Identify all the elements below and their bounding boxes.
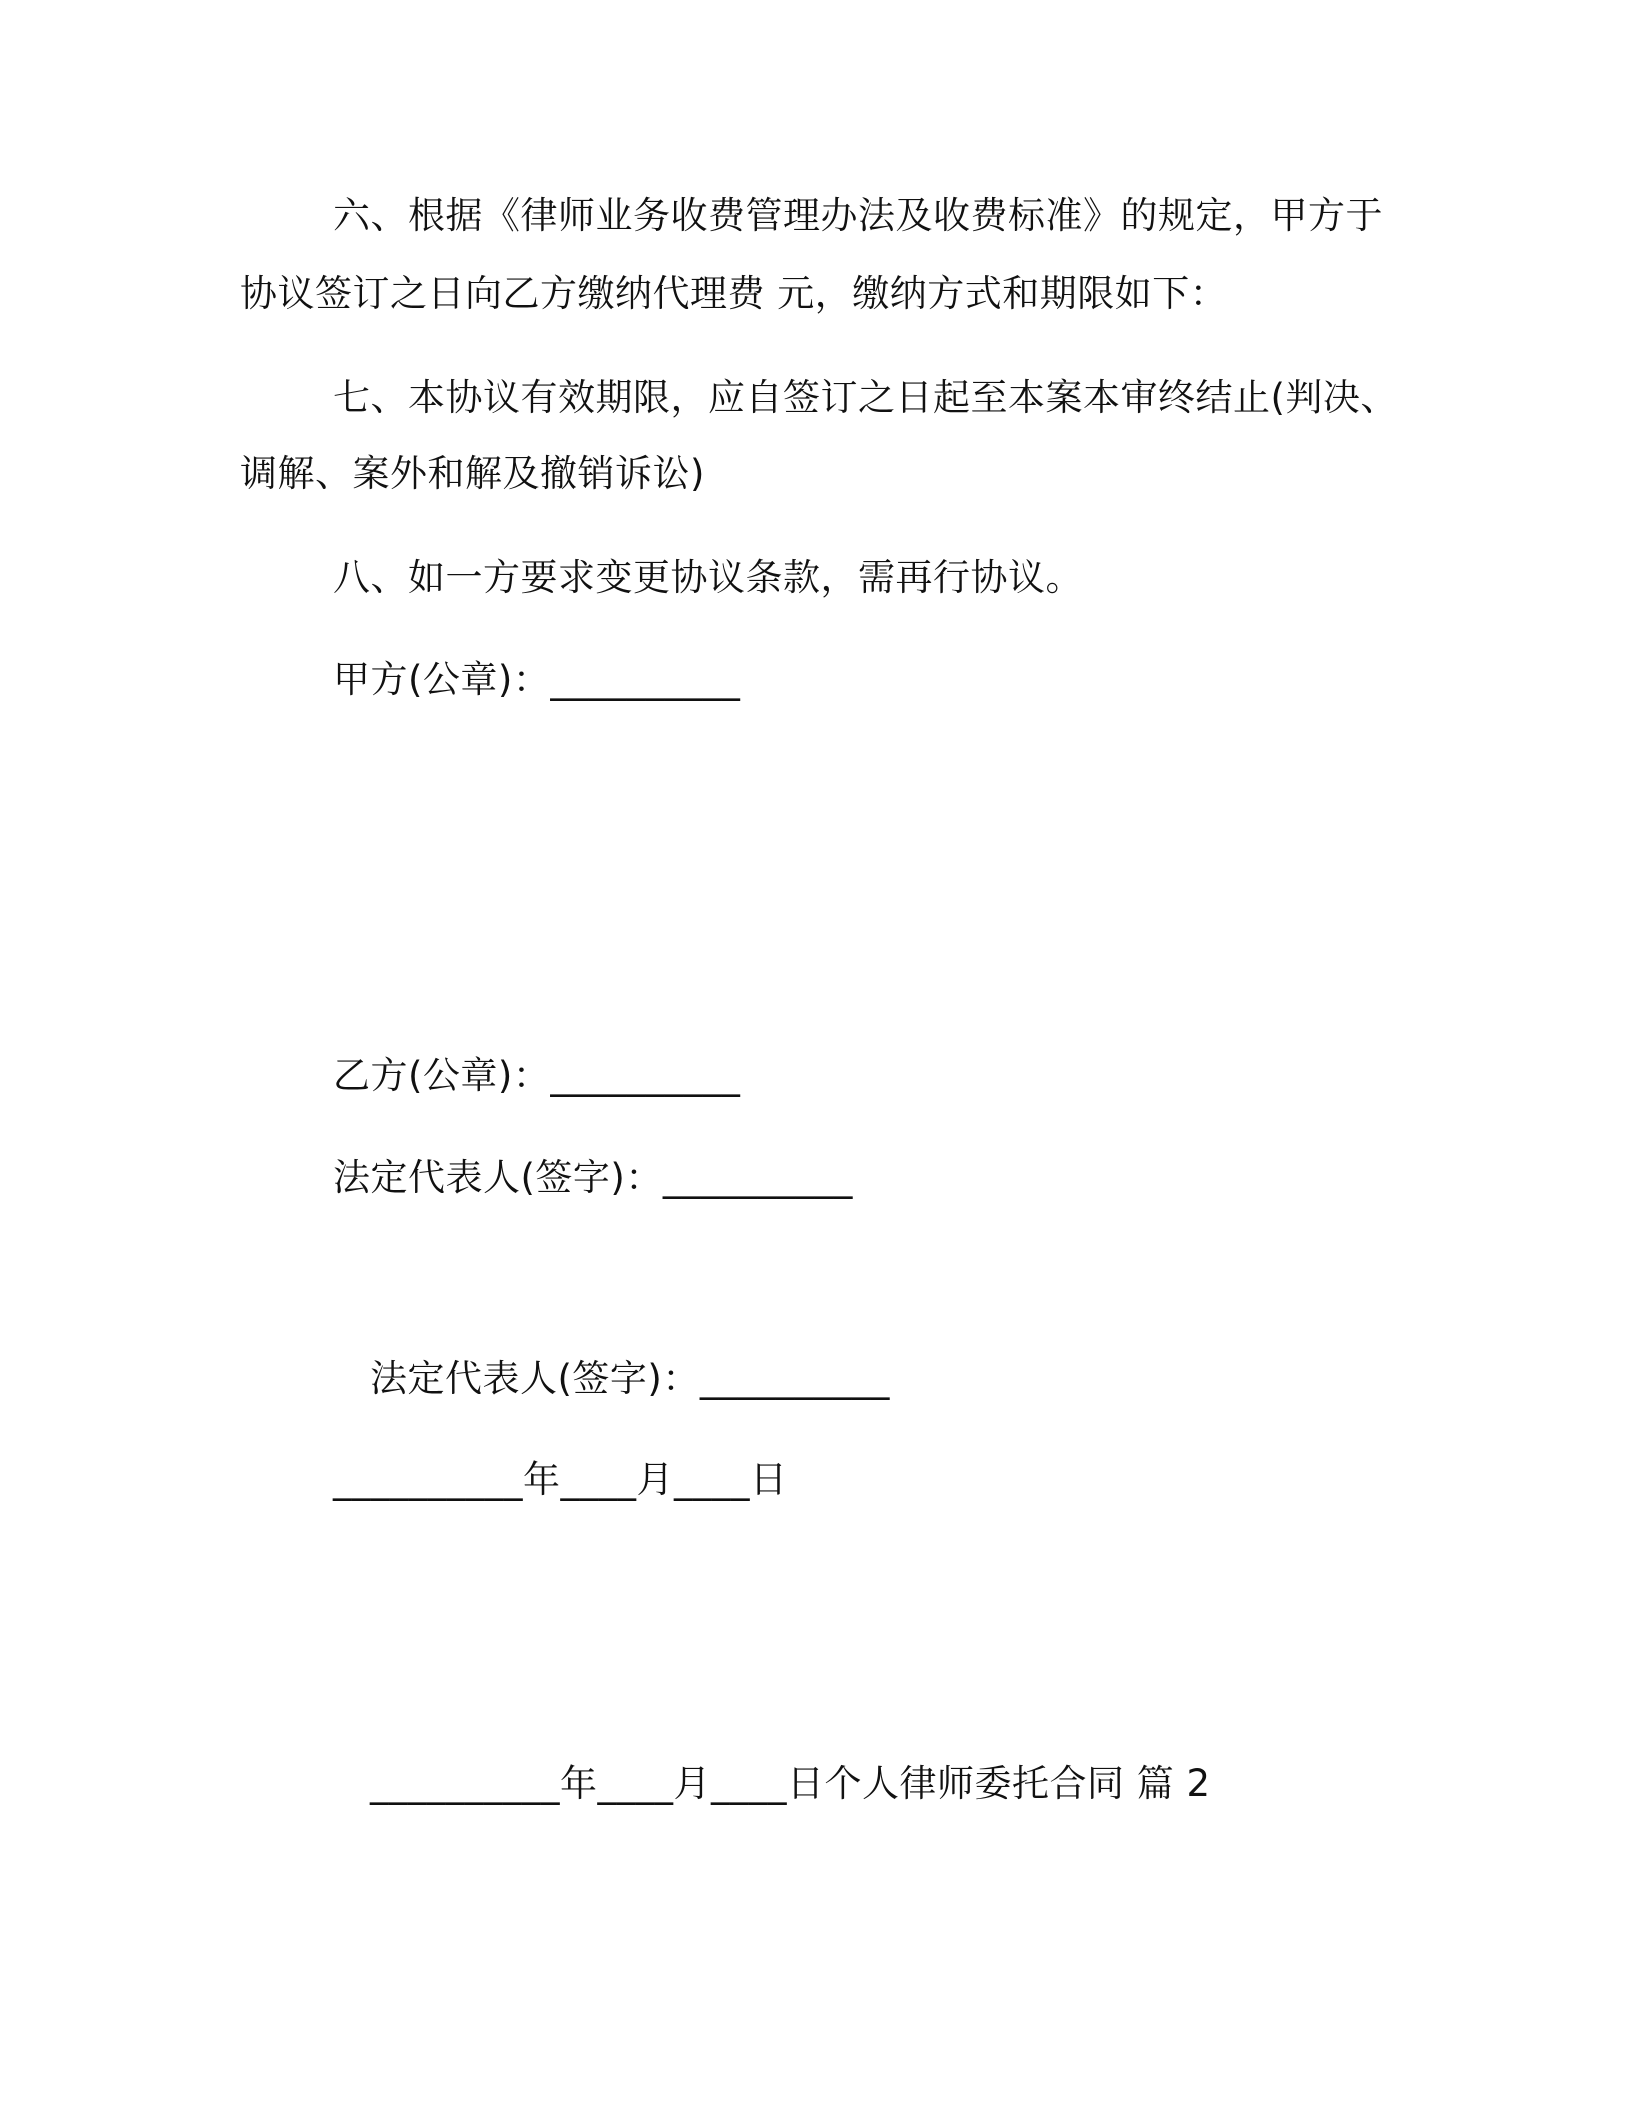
party-b-seal-line: 乙方(公章)：__________ bbox=[333, 1054, 741, 1097]
clause-6-line-2: 协议签订之日向乙方缴纳代理费 元，缴纳方式和期限如下： bbox=[240, 272, 1228, 315]
legal-representative-signature-1: 法定代表人(签字)：__________ bbox=[333, 1156, 853, 1199]
clause-7-line-1: 七、本协议有效期限，应自签订之日起至本案本审终结止(判决、 bbox=[333, 376, 1398, 419]
party-a-seal-line: 甲方(公章)：__________ bbox=[333, 658, 741, 701]
next-contract-heading: __________年____月____日个人律师委托合同 篇 2 bbox=[370, 1762, 1211, 1805]
clause-8: 八、如一方要求变更协议条款，需再行协议。 bbox=[333, 556, 1083, 599]
clause-6-line-1: 六、根据《律师业务收费管理办法及收费标准》的规定，甲方于 bbox=[333, 194, 1383, 237]
signing-date-line: __________年____月____日 bbox=[333, 1458, 788, 1501]
clause-7-line-2: 调解、案外和解及撤销诉讼) bbox=[240, 452, 705, 495]
legal-representative-signature-2: 法定代表人(签字)：__________ bbox=[370, 1357, 890, 1400]
